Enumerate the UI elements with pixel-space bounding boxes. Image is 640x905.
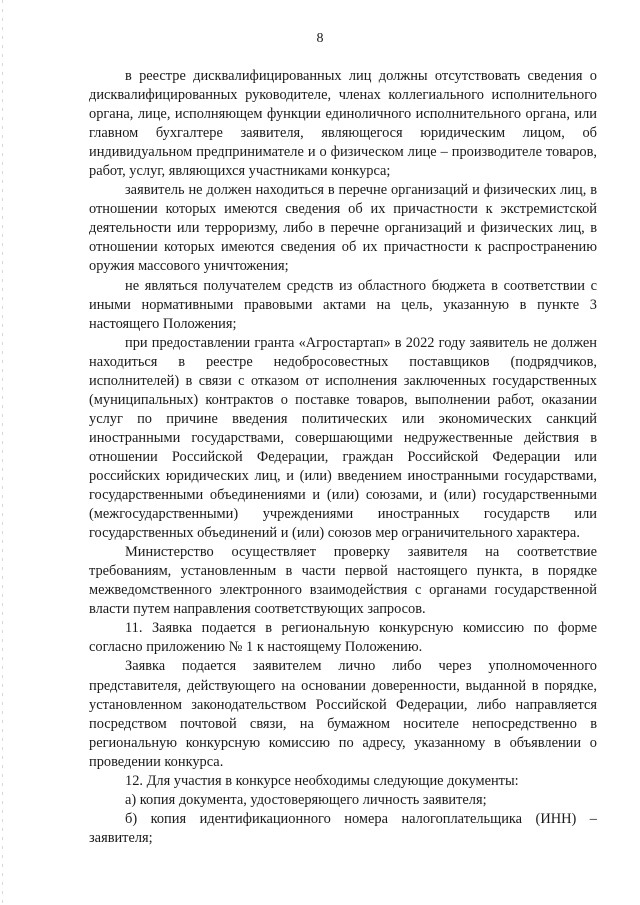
paragraph-extremism-list: заявитель не должен находиться в перечне организаций и физических лиц, в отношении которых имеются сведения об их причастности к экстремистской деятельности или терроризму, либо в перечне организаций и физических лиц, в отношении которых имеются сведения об их причастности к распространению оружия массового уничтожения; <box>89 182 597 275</box>
page-number: 8 <box>316 31 324 46</box>
paragraph-item-12-a: а) копия документа, удостоверяющего личность заявителя; <box>125 791 487 808</box>
paragraph-item-12-b: б) копия идентификационного номера налогоплательщика (ИНН) – заявителя; <box>89 810 597 846</box>
paragraph-ministry-verification: Министерство осуществляет проверку заявителя на соответствие требованиям, установленным в части первой настоящего пункта, в порядке межведомственного электронного взаимодействия с органами государственной власти путем направления соответствующих запросов. <box>89 544 597 618</box>
paragraph-item-11: 11. Заявка подается в региональную конкурсную комиссию по форме согласно приложению № 1 к настоящему Положению. <box>89 620 597 656</box>
scan-edge-mark <box>2 0 3 905</box>
paragraph-disqualified-registry: в реестре дисквалифицированных лиц должны отсутствовать сведения о дисквалифицированных руководителе, членах коллегиального исполнительного органа, лице, исполняющем функции единоличного исполнительного органа, или главном бухгалтере заявителя, являющегося юридическим лицом, об индивидуальном предпринимателе и о физическом лице – производителе товаров, работ, услуг, являющихся участниками конкурса; <box>89 68 597 180</box>
paragraph-agrostartup-grant: при предоставлении гранта «Агростартап» в 2022 году заявитель не должен находиться в реестре недобросовестных поставщиков (подрядчиков, исполнителей) в связи с отказом от исполнения заключенных государственных (муниципальных) контрактов о поставке товаров, выполнении работ, оказании услуг по причине введения политических или экономических санкций иностранными государствами, совершающими недружественные действия в отношении Российской Федерации, граждан Российской Федерации или российских юридических лиц, и (или) введением иностранными государствами, государственными объединениями и (или) союзами, и (или) государственными (межгосударственными) учреждениями иностранных государств или государственных объединений и (или) союзов мер ограничительного характера. <box>89 334 597 542</box>
paragraph-regional-budget: не являться получателем средств из областного бюджета в соответствии с иными нормативными правовыми актами на цель, указанную в пункте 3 настоящего Положения; <box>89 277 597 332</box>
paragraph-item-12: 12. Для участия в конкурсе необходимы следующие документы: <box>125 772 519 789</box>
paragraph-application-submission: Заявка подается заявителем лично либо через уполномоченного представителя, действующего на основании доверенности, выданной в порядке, установленном законодательством Российской Федерации, либо направляется посредством почтовой связи, на бумажном носителе непосредственно в региональную конкурсную комиссию по адресу, указанному в объявлении о проведении конкурса. <box>89 658 597 770</box>
document-body <box>89 67 597 848</box>
